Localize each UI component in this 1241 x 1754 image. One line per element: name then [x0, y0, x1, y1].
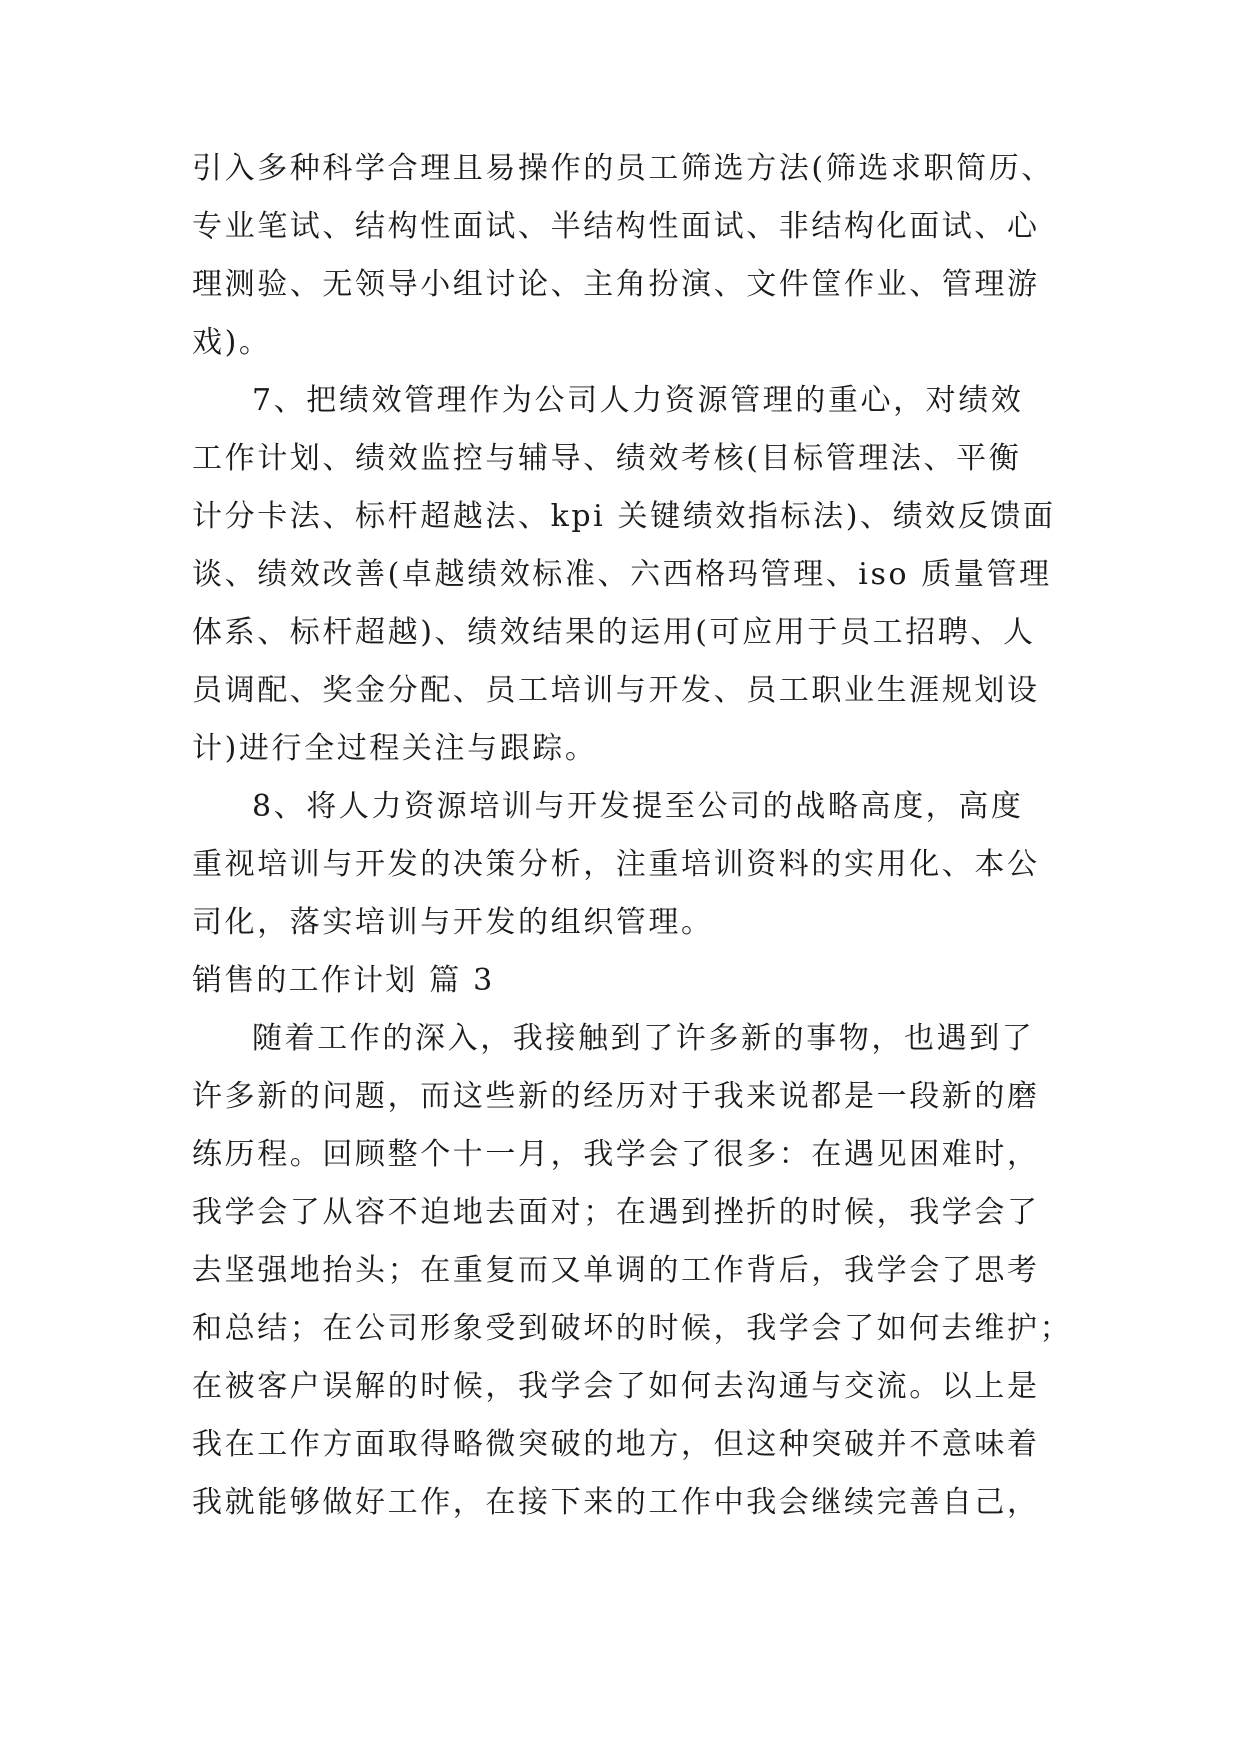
text-line: 练历程。回顾整个十一月，我学会了很多：在遇见困难时，: [192, 1137, 1040, 1172]
text-line: 谈、绩效改善(卓越绩效标准、六西格玛管理、iso 质量管理: [192, 557, 1052, 592]
text-line: 我学会了从容不迫地去面对；在遇到挫折的时候，我学会了: [192, 1195, 1040, 1230]
text-line: 随着工作的深入，我接触到了许多新的事物，也遇到了: [252, 1021, 1035, 1056]
text-line: 专业笔试、结构性面试、半结构性面试、非结构化面试、心: [192, 209, 1040, 244]
text-line: 计分卡法、标杆超越法、kpi 关键绩效指标法)、绩效反馈面: [192, 499, 1056, 534]
text-line: 7、把绩效管理作为公司人力资源管理的重心，对绩效: [252, 383, 1024, 418]
text-line: 去坚强地抬头；在重复而又单调的工作背后，我学会了思考: [192, 1253, 1040, 1288]
text-line: 我就能够做好工作，在接下来的工作中我会继续完善自己，: [192, 1485, 1040, 1520]
paragraph-work-reflection: [192, 1010, 1073, 1532]
paragraph-screening-methods: [192, 140, 1062, 372]
section-heading: 销售的工作计划 篇 3: [192, 963, 495, 998]
text-line: 在被客户误解的时候，我学会了如何去沟通与交流。以上是: [192, 1369, 1040, 1404]
text-line: 重视培训与开发的决策分析，注重培训资料的实用化、本公: [192, 847, 1040, 882]
text-line: 员调配、奖金分配、员工培训与开发、员工职业生涯规划设: [192, 673, 1040, 708]
text-line: 许多新的问题，而这些新的经历对于我来说都是一段新的磨: [192, 1079, 1040, 1114]
paragraph-performance-management: [192, 372, 1062, 778]
text-line: 工作计划、绩效监控与辅导、绩效考核(目标管理法、平衡: [192, 441, 1022, 476]
text-line: 我在工作方面取得略微突破的地方，但这种突破并不意味着: [192, 1427, 1040, 1462]
paragraph-training-development: [192, 778, 1062, 952]
text-line: 体系、标杆超越)、绩效结果的运用(可应用于员工招聘、人: [192, 615, 1036, 650]
text-line: 和总结；在公司形象受到破坏的时候，我学会了如何去维护；: [192, 1311, 1073, 1346]
text-line: 8、将人力资源培训与开发提至公司的战略高度，高度: [252, 789, 1024, 824]
text-line: 戏)。: [192, 325, 272, 360]
text-line: 理测验、无领导小组讨论、主角扮演、文件筐作业、管理游: [192, 267, 1040, 302]
text-line: 引入多种科学合理且易操作的员工筛选方法(筛选求职简历、: [192, 151, 1054, 186]
document-page: [192, 140, 1073, 1532]
text-line: 计)进行全过程关注与跟踪。: [192, 731, 598, 766]
text-line: 司化，落实培训与开发的组织管理。: [192, 905, 714, 940]
